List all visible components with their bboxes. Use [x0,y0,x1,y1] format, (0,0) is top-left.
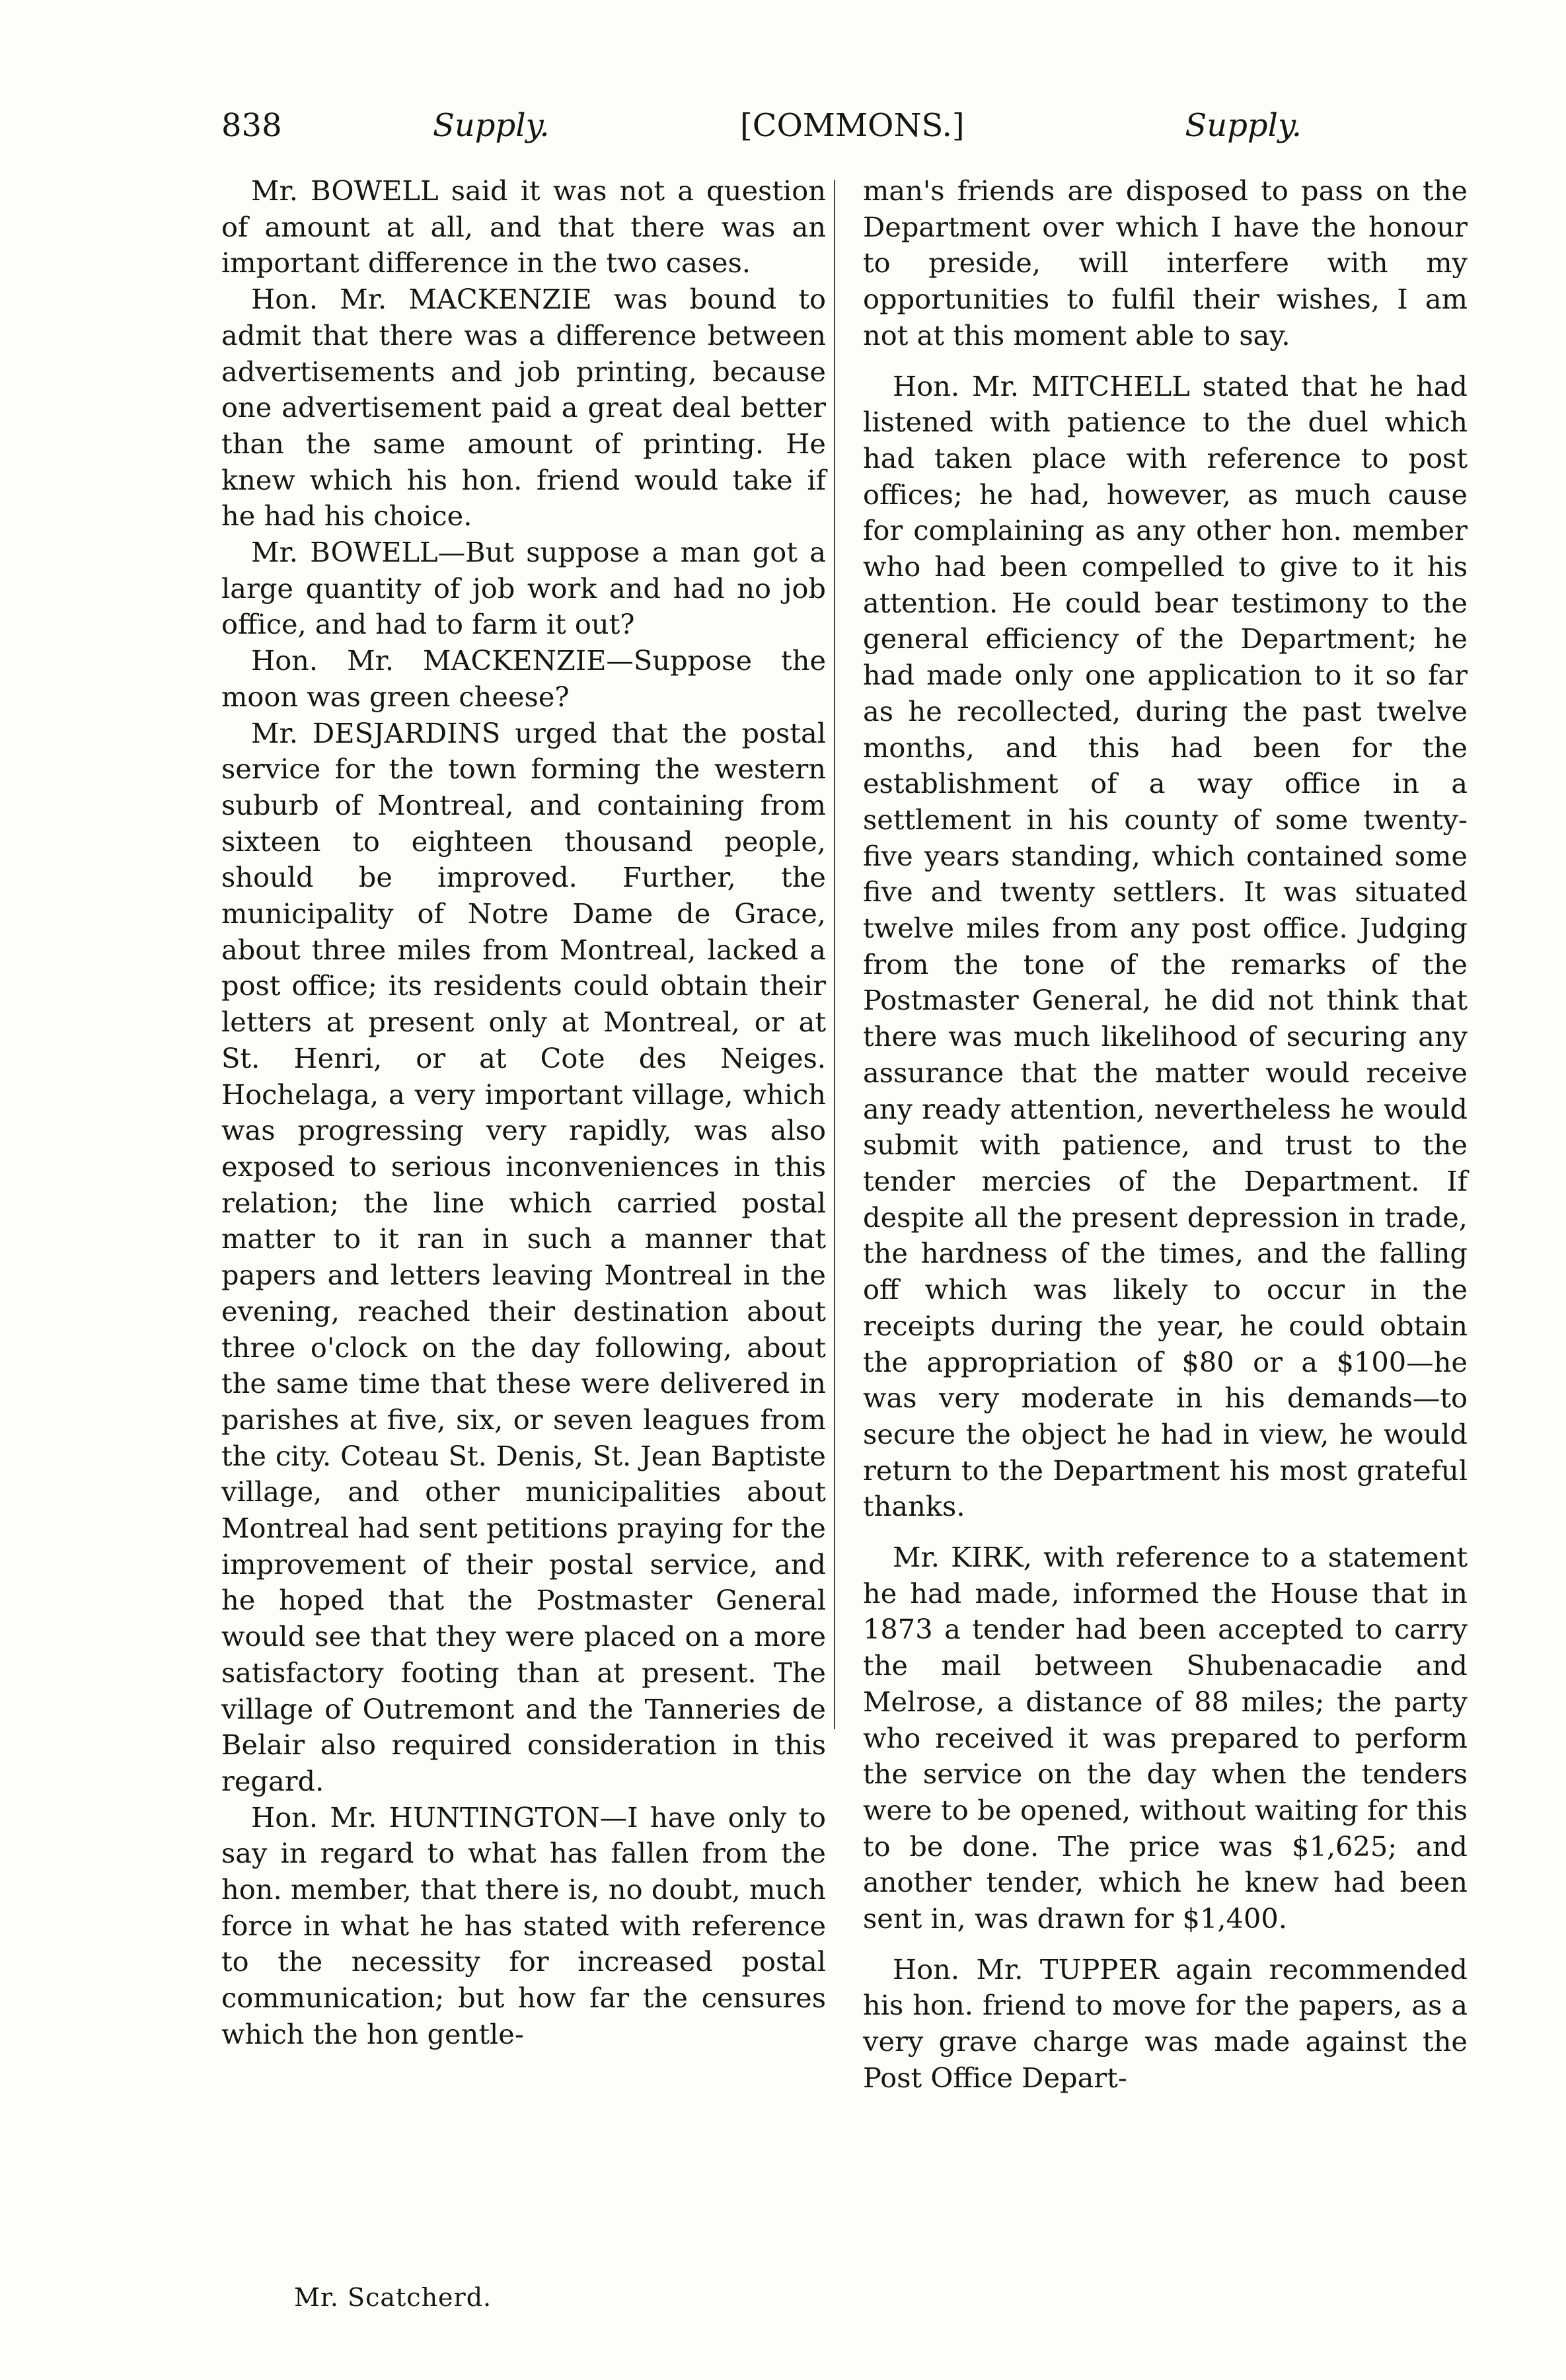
paragraph: Mr. KIRK, with reference to a statement he had made, informed the House that in 1873 a tender had been accepted to carry the mail between Shubenacadie and Melrose, a distance of 88 miles; the party who received it was prepared to perform the service on the day when the tenders were to be opened, without waiting for this to be done. The price was $1,625; and another tender, which he knew had been sent in, was drawn for $1,400. [863,1541,1468,1935]
catchword-footer: Mr. Scatcherd. [294,2283,492,2312]
paragraph: Mr. BOWELL said it was not a question of amount at all, and that there was an important difference in the two cases. [221,174,826,279]
paragraph-continuation: man's friends are disposed to pass on the Department over which I have the honour to preside, will interfere with my opportunities to fulfil their wishes, I am not at this moment able to say. [863,174,1468,352]
left-column [221,173,826,2053]
paragraph: Hon. Mr. HUNTINGTON—I have only to say in regard to what has fallen from the hon. member, that there is, no doubt, much force in what he has stated with reference to the necessity for increased postal communication; but how far the censures which the hon gentle- [221,1801,826,2050]
left-running-title: Supply. [433,107,550,144]
paragraph: Hon. Mr. MACKENZIE—Suppose the moon was green cheese? [221,644,826,713]
paragraph: Hon. Mr. TUPPER again recommended his hon. friend to move for the papers, as a very grave charge was made against the Post Office Depart- [863,1952,1468,2094]
page-number: 838 [221,107,282,144]
paragraph: Hon. Mr. MACKENZIE was bound to admit that there was a difference between advertisements and job printing, because one advertisement paid a great deal better than the same amount of printing. He knew which his hon. friend would take if he had his choice. [221,283,826,533]
paragraph: Mr. BOWELL—But suppose a man got a large quantity of job work and had no job office, and had to farm it out? [221,536,826,641]
right-column [863,173,1468,2097]
running-header [221,99,1302,152]
right-running-title: Supply. [1185,107,1302,144]
paragraph: Mr. DESJARDINS urged that the postal service for the town forming the western suburb of Montreal, and containing from sixteen to eighteen thousand people, should be improved. Further, the municipality of Notre Dame de Grace, about three miles from Montreal, lacked a post office; its residents could obtain their letters at present only at Montreal, or at St. Henri, or at Cote des Neiges. Hochelaga, a very important village, which was progressing very rapidly, was also exposed to serious inconveniences in this relation; the line which carried postal matter to it ran in such a manner that papers and letters leaving Montreal in the evening, reached their destination about three o'clock on the day following, about the same time that these were delivered in parishes at five, six, or seven leagues from the city. Coteau St. Denis, St. Jean Baptiste village, and other municipalities about Montreal had sent petitions praying for the improvement of their postal service, and he hoped that the Postmaster General would see that they were placed on a more satisfactory footing than at present. The village of Outremont and the Tanneries de Belair also required consideration in this regard. [221,716,826,1797]
column-divider [834,180,835,1729]
center-running-title: [COMMONS.] [740,107,965,144]
paragraph: Hon. Mr. MITCHELL stated that he had listened with patience to the duel which had taken place with reference to post offices; he had, however, as much cause for complaining as any other hon. member who had been compelled to give to it his attention. He could bear testimony to the general efficiency of the Department; he had made only one application to it so far as he recollected, during the past twelve months, and this had been for the establishment of a way office in a settlement in his county of some twenty-five years standing, which contained some five and twenty settlers. It was situated twelve miles from any post office. Judging from the tone of the remarks of the Postmaster General, he did not think that there was much likelihood of securing any assurance that the matter would receive any ready attention, nevertheless he would submit with patience, and trust to the tender mercies of the Department. If despite all the present depression in trade, the hardness of the times, and the falling off which was likely to occur in the receipts during the year, he could obtain the appropriation of $80 or a $100—he was very moderate in his demands—to secure the object he had in view, he would return to the Department his most grateful thanks. [863,369,1468,1523]
